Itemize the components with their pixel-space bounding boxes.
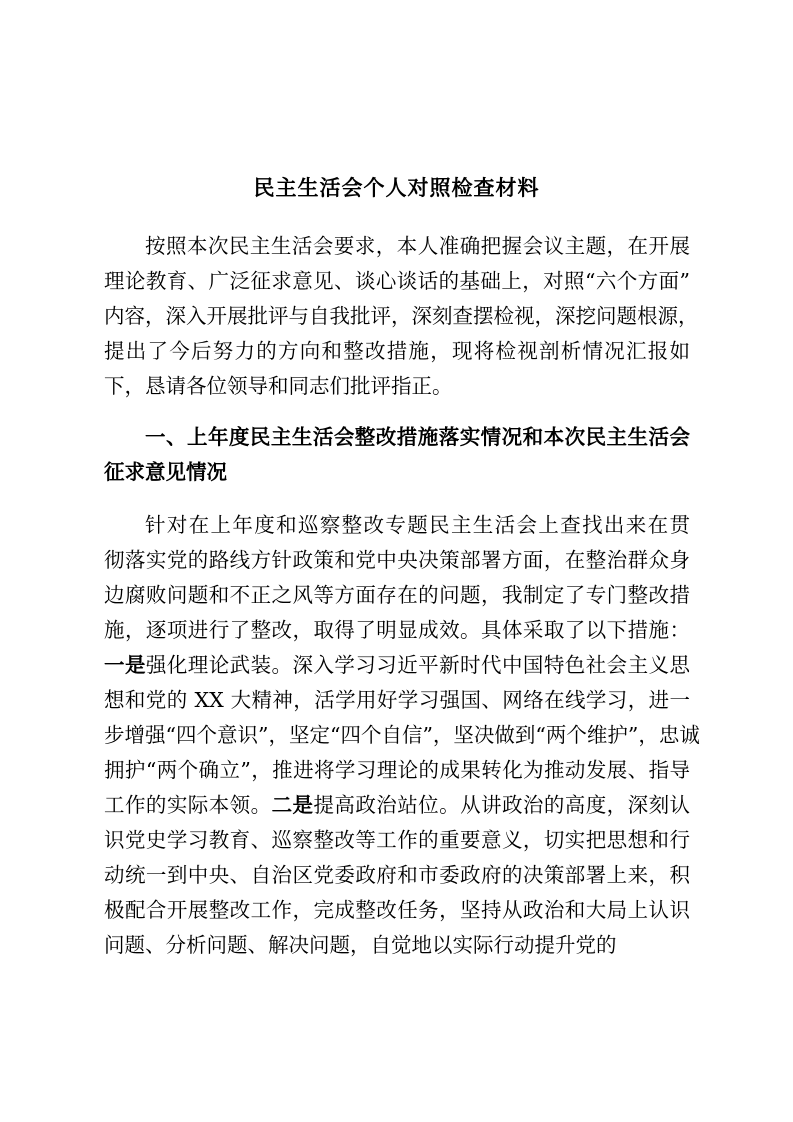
point-one-text: 强化理论武装。深入学习习近平新时代中国特色社会主义思 (145, 653, 691, 677)
intro-line: 理论教育、广泛征求意见、谈心谈话的基础上，对照“六个方面” (104, 269, 690, 293)
point-two-line: 识党史学习教育、巡察整改等工作的重要意义，切实把思想和行 (104, 828, 690, 852)
intro-line: 下，恳请各位领导和同志们批评指正。 (104, 374, 453, 398)
document-title: 民主生活会个人对照检查材料 (253, 176, 540, 200)
point-one-line: 步增强“四个意识”，坚定“四个自信”，坚决做到“两个维护”，忠诚 (104, 723, 700, 747)
point-two-start-line (104, 790, 690, 820)
point-one-lead: 一是 (104, 653, 146, 677)
point-two-line: 极配合开展整改工作，完成整改任务，坚持从政治和大局上认识 (104, 898, 690, 922)
body-line: 彻落实党的路线方针政策和党中央决策部署方面，在整治群众身 (104, 548, 690, 572)
point-two-line: 动统一到中央、自治区党委政府和市委政府的决策部署上来，积 (104, 863, 690, 887)
intro-line: 提出了今后努力的方向和整改措施，现将检视剖析情况汇报如 (104, 339, 690, 363)
point-two-line: 问题、分析问题、解决问题，自觉地以实际行动提升党的 (104, 933, 617, 957)
point-one-line (104, 650, 690, 680)
intro-line: 内容，深入开展批评与自我批评，深刻查摆检视，深挖问题根源， (104, 304, 699, 328)
point-two-text: 提高政治站位。从讲政治的高度，深刻认 (313, 793, 691, 817)
body-line: 边腐败问题和不正之风等方面存在的问题，我制定了专门整改措 (104, 583, 690, 607)
section-heading-line: 一、上年度民主生活会整改措施落实情况和本次民主生活会 (145, 425, 690, 449)
point-two-lead: 二是 (271, 793, 314, 817)
intro-line: 按照本次民主生活会要求，本人准确把握会议主题，在开展 (145, 234, 690, 258)
section-heading-line: 征求意见情况 (104, 460, 227, 484)
body-line: 施，逐项进行了整改，取得了明显成效。具体采取了以下措施： (104, 618, 690, 642)
body-line: 针对在上年度和巡察整改专题民主生活会上查找出来在贯 (145, 513, 690, 537)
point-one-ending: 工作的实际本领。 (104, 793, 272, 817)
point-one-line: 想和党的 XX 大精神，活学用好学习强国、网络在线学习，进一 (104, 688, 690, 712)
point-one-line: 拥护“两个确立”，推进将学习理论的成果转化为推动发展、指导 (104, 758, 690, 782)
